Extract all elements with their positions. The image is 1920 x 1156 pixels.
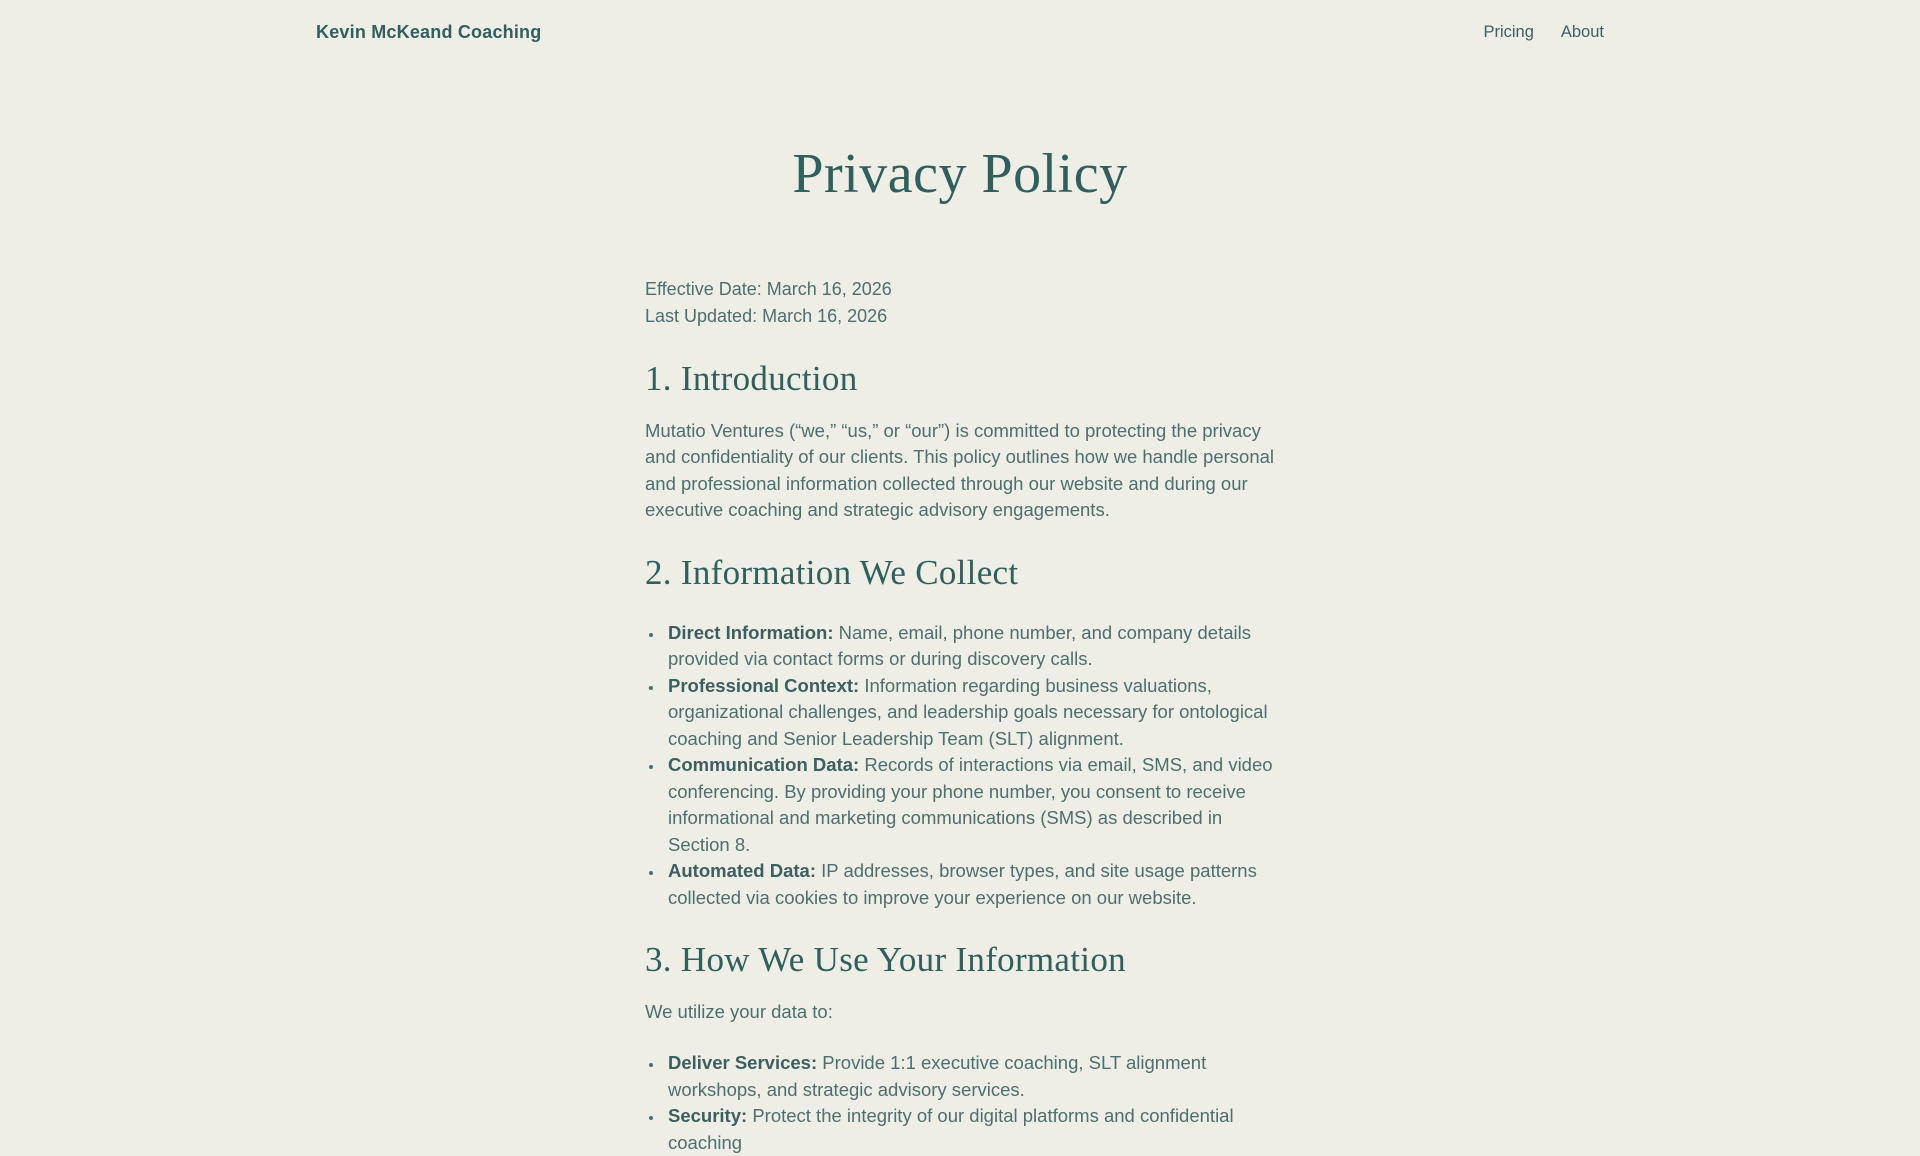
nav-link-about[interactable]: About (1560, 23, 1604, 41)
list-item-text: Provide 1:1 executive coaching, SLT alignment workshops, and strategic advisory services. (668, 1052, 1207, 1100)
section-heading: 1. Introduction (645, 359, 858, 399)
list-item-text: Name, email, phone number, and company details provided via contact forms or during discovery calls. (668, 621, 1251, 670)
sections (645, 357, 1275, 1156)
section-heading: 3. How We Use Your Information (645, 940, 1126, 980)
section-list (645, 1050, 1275, 1156)
list-item-text: Records of interactions via email, SMS, and video conferencing. By providing your phone number, you consent to receive informational and marketing communications (SMS) as described in Section 8. (668, 754, 1273, 855)
section-paragraph: We utilize your data to: (645, 1000, 833, 1022)
meta-line: Last Updated: March 16, 2026 (645, 306, 888, 327)
list-item-lead: Automated Data: (668, 860, 822, 882)
site-header (312, 0, 1608, 43)
list-item-lead: Security: (668, 1105, 753, 1127)
list-item (664, 1103, 1275, 1156)
list-item-text: Information regarding business valuations, organizational challenges, and leadership goals necessary for ontological coaching and Senior Leadership Team (SLT) alignment. (668, 674, 1268, 749)
list-item (664, 673, 1275, 753)
list-item-lead: Professional Context: (668, 674, 865, 696)
list-item-lead: Deliver Services: (668, 1052, 823, 1074)
section-paragraph: Mutatio Ventures (“we,” “us,” or “our”) is committed to protecting the privacy and confidentiality of our clients. This policy outlines how we handle personal and professional information collected through our website and during our executive coaching and strategic advisory engagements. (645, 419, 1275, 521)
nav-link-pricing[interactable]: Pricing (1483, 23, 1534, 41)
list-item-text: IP addresses, browser types, and site usage patterns collected via cookies to improve your experience on our website. (668, 860, 1257, 908)
list-item-lead: Communication Data: (668, 754, 865, 776)
brand-link[interactable]: Kevin McKeand Coaching (316, 22, 542, 42)
doc-meta (645, 276, 1275, 330)
meta-line: Effective Date: March 16, 2026 (645, 279, 892, 300)
list-item (664, 858, 1275, 911)
list-item-lead: Direct Information: (668, 621, 839, 643)
section-heading: 2. Information We Collect (645, 552, 1019, 592)
page-title: Privacy Policy (792, 143, 1128, 205)
header-nav (1483, 23, 1604, 42)
list-item (664, 620, 1275, 673)
main-content (645, 43, 1275, 1156)
list-item (664, 752, 1275, 858)
list-item-text: Protect the integrity of our digital platforms and confidential coaching (668, 1105, 1234, 1153)
list-item (664, 1050, 1275, 1103)
section-list (645, 620, 1275, 912)
